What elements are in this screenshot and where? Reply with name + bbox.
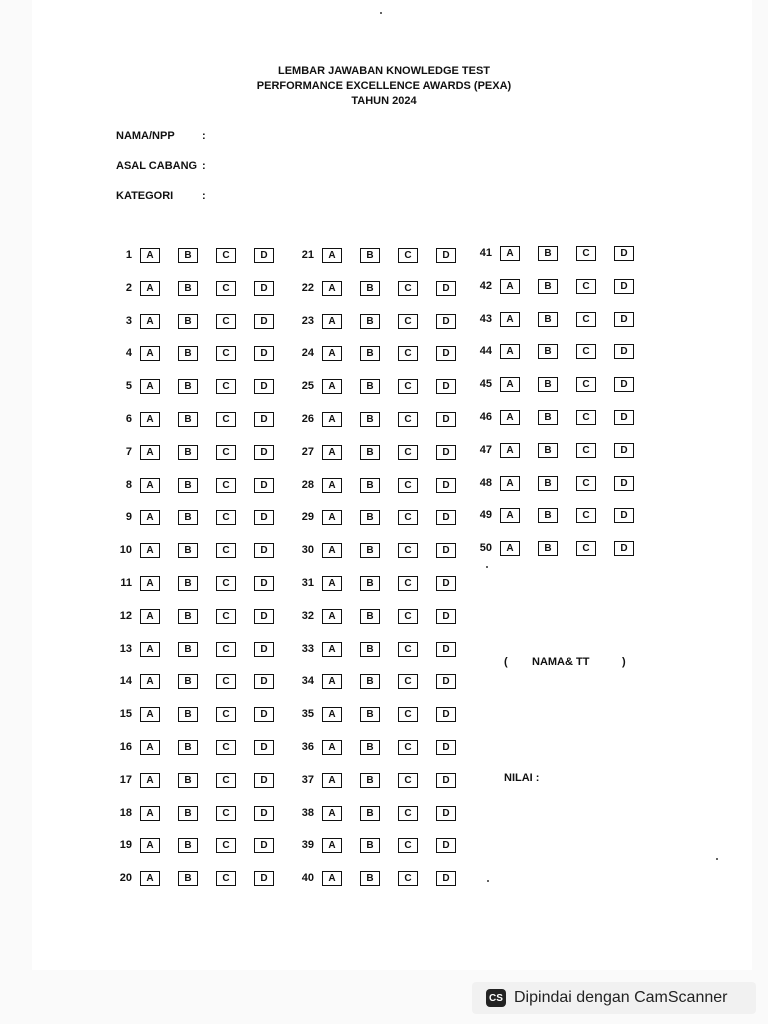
option-d-box[interactable]: D — [614, 312, 634, 327]
option-a-box[interactable]: A — [322, 838, 342, 853]
option-c-box[interactable]: C — [216, 248, 236, 263]
question-number: 19 — [119, 839, 132, 852]
question-number: 48 — [479, 476, 492, 489]
option-c-box[interactable]: C — [216, 806, 236, 821]
option-a-box[interactable]: A — [140, 773, 160, 788]
question-number: 24 — [301, 347, 314, 360]
option-c-box[interactable]: C — [398, 412, 418, 427]
option-d-box[interactable]: D — [254, 314, 274, 329]
option-c-box[interactable]: C — [398, 379, 418, 394]
option-c-box[interactable]: C — [216, 510, 236, 525]
option-d-box[interactable]: D — [436, 740, 456, 755]
option-a-box[interactable]: A — [140, 740, 160, 755]
question-number: 9 — [125, 511, 132, 524]
question-number: 49 — [479, 509, 492, 522]
question-number: 3 — [125, 314, 132, 327]
option-a-box[interactable]: A — [500, 279, 520, 294]
option-b-box[interactable]: B — [178, 281, 198, 296]
option-d-box[interactable]: D — [254, 379, 274, 394]
option-a-box[interactable]: A — [140, 445, 160, 460]
option-b-box[interactable]: B — [538, 279, 558, 294]
option-b-box[interactable]: B — [538, 443, 558, 458]
field-colon: : — [202, 130, 206, 142]
option-a-box[interactable]: A — [140, 412, 160, 427]
option-a-box[interactable]: A — [322, 773, 342, 788]
question-number: 21 — [301, 249, 314, 261]
question-number: 1 — [125, 249, 132, 261]
option-d-box[interactable]: D — [254, 609, 274, 624]
scan-speck — [380, 12, 382, 14]
option-a-box[interactable]: A — [322, 379, 342, 394]
option-c-box[interactable]: C — [216, 543, 236, 558]
option-a-box[interactable]: A — [322, 609, 342, 624]
option-c-box[interactable]: C — [216, 445, 236, 460]
option-d-box[interactable]: D — [254, 281, 274, 296]
option-c-box[interactable]: C — [216, 740, 236, 755]
option-d-box[interactable]: D — [614, 443, 634, 458]
question-number: 8 — [125, 478, 132, 491]
option-c-box[interactable]: C — [216, 642, 236, 657]
field-label: KATEGORI — [116, 190, 174, 202]
option-b-box[interactable]: B — [360, 346, 380, 361]
option-d-box[interactable]: D — [254, 510, 274, 525]
title-line-2: PERFORMANCE EXCELLENCE AWARDS (PEXA) — [256, 80, 512, 92]
question-number: 38 — [301, 806, 314, 819]
option-d-box[interactable]: D — [254, 346, 274, 361]
option-b-box[interactable]: B — [360, 576, 380, 591]
option-a-box[interactable]: A — [140, 543, 160, 558]
option-d-box[interactable]: D — [436, 314, 456, 329]
option-a-box[interactable]: A — [140, 642, 160, 657]
option-b-box[interactable]: B — [178, 707, 198, 722]
option-b-box[interactable]: B — [178, 379, 198, 394]
option-a-box[interactable]: A — [322, 412, 342, 427]
option-a-box[interactable]: A — [322, 576, 342, 591]
option-c-box[interactable]: C — [398, 609, 418, 624]
option-b-box[interactable]: B — [360, 543, 380, 558]
option-b-box[interactable]: B — [538, 476, 558, 491]
option-d-box[interactable]: D — [436, 609, 456, 624]
option-c-box[interactable]: C — [216, 871, 236, 886]
option-c-box[interactable]: C — [398, 740, 418, 755]
question-number: 10 — [119, 544, 132, 557]
option-b-box[interactable]: B — [360, 674, 380, 689]
option-c-box[interactable]: C — [398, 248, 418, 263]
option-b-box[interactable]: B — [360, 314, 380, 329]
option-d-box[interactable]: D — [254, 707, 274, 722]
option-b-box[interactable]: B — [178, 838, 198, 853]
option-a-box[interactable]: A — [322, 248, 342, 263]
question-number: 17 — [119, 773, 132, 786]
option-a-box[interactable]: A — [500, 410, 520, 425]
option-b-box[interactable]: B — [360, 281, 380, 296]
option-c-box[interactable]: C — [216, 707, 236, 722]
option-d-box[interactable]: D — [614, 541, 634, 556]
question-number: 5 — [125, 380, 132, 393]
option-a-box[interactable]: A — [322, 642, 342, 657]
question-number: 46 — [479, 411, 492, 423]
option-c-box[interactable]: C — [398, 642, 418, 657]
field-colon: : — [202, 190, 206, 202]
option-b-box[interactable]: B — [360, 806, 380, 821]
option-d-box[interactable]: D — [436, 707, 456, 722]
option-a-box[interactable]: A — [322, 740, 342, 755]
question-number: 16 — [119, 741, 132, 753]
option-d-box[interactable]: D — [436, 248, 456, 263]
option-a-box[interactable]: A — [322, 445, 342, 460]
question-number: 47 — [479, 443, 492, 456]
option-b-box[interactable]: B — [360, 707, 380, 722]
option-b-box[interactable]: B — [538, 410, 558, 425]
option-c-box[interactable]: C — [398, 773, 418, 788]
question-number: 45 — [479, 378, 492, 391]
option-b-box[interactable]: B — [360, 642, 380, 657]
option-b-box[interactable]: B — [178, 314, 198, 329]
option-c-box[interactable]: C — [398, 346, 418, 361]
option-b-box[interactable]: B — [178, 806, 198, 821]
field-nama-npp — [116, 130, 206, 142]
option-a-box[interactable]: A — [140, 346, 160, 361]
option-a-box[interactable]: A — [140, 838, 160, 853]
option-b-box[interactable]: B — [538, 377, 558, 392]
option-c-box[interactable]: C — [216, 609, 236, 624]
option-d-box[interactable]: D — [614, 246, 634, 261]
question-number: 42 — [479, 279, 492, 292]
option-a-box[interactable]: A — [500, 312, 520, 327]
option-c-box[interactable]: C — [576, 246, 596, 261]
option-c-box[interactable]: C — [398, 478, 418, 493]
option-d-box[interactable]: D — [436, 674, 456, 689]
option-c-box[interactable]: C — [216, 478, 236, 493]
option-a-box[interactable]: A — [140, 871, 160, 886]
option-b-box[interactable]: B — [178, 478, 198, 493]
field-kategori — [116, 190, 206, 202]
option-d-box[interactable]: D — [436, 510, 456, 525]
question-number: 35 — [301, 708, 314, 721]
option-a-box[interactable]: A — [500, 541, 520, 556]
option-a-box[interactable]: A — [500, 508, 520, 523]
option-b-box[interactable]: B — [178, 346, 198, 361]
option-d-box[interactable]: D — [436, 412, 456, 427]
option-a-box[interactable]: A — [322, 543, 342, 558]
option-b-box[interactable]: B — [360, 838, 380, 853]
question-number: 6 — [125, 413, 132, 425]
option-b-box[interactable]: B — [178, 543, 198, 558]
question-number: 20 — [119, 872, 132, 885]
question-number: 39 — [301, 839, 314, 852]
option-b-box[interactable]: B — [538, 312, 558, 327]
option-d-box[interactable]: D — [254, 773, 274, 788]
option-d-box[interactable]: D — [254, 412, 274, 427]
option-a-box[interactable]: A — [500, 443, 520, 458]
title-line-3: TAHUN 2024 — [351, 95, 417, 107]
option-d-box[interactable]: D — [254, 445, 274, 460]
option-a-box[interactable]: A — [140, 510, 160, 525]
option-d-box[interactable]: D — [614, 377, 634, 392]
question-number: 50 — [479, 542, 492, 555]
option-b-box[interactable]: B — [360, 445, 380, 460]
field-label: ASAL CABANG — [116, 160, 198, 172]
option-b-box[interactable]: B — [360, 871, 380, 886]
question-number: 25 — [301, 380, 314, 393]
option-a-box[interactable]: A — [322, 281, 342, 296]
option-b-box[interactable]: B — [538, 344, 558, 359]
option-a-box[interactable]: A — [140, 314, 160, 329]
option-c-box[interactable]: C — [398, 281, 418, 296]
option-d-box[interactable]: D — [436, 642, 456, 657]
option-b-box[interactable]: B — [360, 609, 380, 624]
title-line-1: LEMBAR JAWABAN KNOWLEDGE TEST — [277, 65, 491, 77]
option-c-box[interactable]: C — [216, 773, 236, 788]
option-a-box[interactable]: A — [500, 344, 520, 359]
option-d-box[interactable]: D — [436, 478, 456, 493]
option-b-box[interactable]: B — [360, 510, 380, 525]
signature-open-paren: ( — [504, 656, 508, 668]
option-b-box[interactable]: B — [178, 740, 198, 755]
option-a-box[interactable]: A — [140, 379, 160, 394]
question-number: 15 — [119, 708, 132, 721]
signature-close-paren: ) — [622, 656, 626, 668]
option-c-box[interactable]: C — [398, 838, 418, 853]
option-b-box[interactable]: B — [360, 379, 380, 394]
option-c-box[interactable]: C — [576, 279, 596, 294]
option-c-box[interactable]: C — [398, 314, 418, 329]
option-a-box[interactable]: A — [322, 314, 342, 329]
question-number: 44 — [479, 345, 492, 358]
option-b-box[interactable]: B — [538, 541, 558, 556]
question-number: 22 — [301, 281, 314, 294]
option-b-box[interactable]: B — [178, 871, 198, 886]
option-c-box[interactable]: C — [398, 674, 418, 689]
option-b-box[interactable]: B — [538, 508, 558, 523]
camscanner-text: Dipindai dengan CamScanner — [514, 989, 728, 1006]
option-c-box[interactable]: C — [398, 445, 418, 460]
option-d-box[interactable]: D — [254, 806, 274, 821]
option-c-box[interactable]: C — [216, 576, 236, 591]
option-c-box[interactable]: C — [576, 476, 596, 491]
option-c-box[interactable]: C — [576, 312, 596, 327]
option-a-box[interactable]: A — [140, 707, 160, 722]
field-asal-cabang — [116, 160, 206, 172]
option-b-box[interactable]: B — [178, 412, 198, 427]
question-number: 7 — [125, 445, 132, 458]
option-a-box[interactable]: A — [322, 871, 342, 886]
option-a-box[interactable]: A — [500, 246, 520, 261]
option-d-box[interactable]: D — [254, 838, 274, 853]
option-c-box[interactable]: C — [576, 508, 596, 523]
option-b-box[interactable]: B — [178, 609, 198, 624]
option-d-box[interactable]: D — [436, 576, 456, 591]
option-d-box[interactable]: D — [614, 279, 634, 294]
option-d-box[interactable]: D — [436, 379, 456, 394]
field-colon: : — [202, 160, 206, 172]
option-c-box[interactable]: C — [576, 443, 596, 458]
option-c-box[interactable]: C — [216, 281, 236, 296]
question-number: 12 — [119, 609, 132, 622]
option-d-box[interactable]: D — [254, 543, 274, 558]
option-d-box[interactable]: D — [254, 740, 274, 755]
option-d-box[interactable]: D — [436, 281, 456, 296]
option-d-box[interactable]: D — [436, 773, 456, 788]
question-number: 23 — [301, 314, 314, 327]
option-c-box[interactable]: C — [398, 543, 418, 558]
question-number: 37 — [301, 773, 314, 786]
option-b-box[interactable]: B — [178, 510, 198, 525]
option-d-box[interactable]: D — [436, 871, 456, 886]
option-c-box[interactable]: C — [576, 344, 596, 359]
question-number: 41 — [479, 247, 492, 259]
option-d-box[interactable]: D — [436, 346, 456, 361]
question-number: 31 — [301, 577, 314, 589]
option-d-box[interactable]: D — [436, 445, 456, 460]
question-number: 27 — [301, 445, 314, 458]
question-number: 2 — [125, 281, 132, 294]
option-c-box[interactable]: C — [576, 410, 596, 425]
option-a-box[interactable]: A — [322, 478, 342, 493]
option-b-box[interactable]: B — [538, 246, 558, 261]
field-label: NAMA/NPP — [116, 130, 175, 142]
option-b-box[interactable]: B — [360, 248, 380, 263]
option-b-box[interactable]: B — [178, 674, 198, 689]
option-a-box[interactable]: A — [140, 609, 160, 624]
option-a-box[interactable]: A — [500, 476, 520, 491]
option-c-box[interactable]: C — [576, 377, 596, 392]
option-d-box[interactable]: D — [614, 410, 634, 425]
question-number: 13 — [119, 642, 132, 655]
option-c-box[interactable]: C — [398, 510, 418, 525]
nilai-label: NILAI : — [504, 772, 540, 784]
option-d-box[interactable]: D — [614, 508, 634, 523]
option-a-box[interactable]: A — [322, 707, 342, 722]
option-a-box[interactable]: A — [140, 248, 160, 263]
option-d-box[interactable]: D — [436, 543, 456, 558]
option-c-box[interactable]: C — [398, 576, 418, 591]
option-a-box[interactable]: A — [322, 346, 342, 361]
option-a-box[interactable]: A — [322, 674, 342, 689]
option-a-box[interactable]: A — [322, 806, 342, 821]
option-d-box[interactable]: D — [254, 642, 274, 657]
option-d-box[interactable]: D — [436, 838, 456, 853]
option-a-box[interactable]: A — [500, 377, 520, 392]
option-b-box[interactable]: B — [178, 576, 198, 591]
question-number: 32 — [301, 609, 314, 622]
option-b-box[interactable]: B — [360, 773, 380, 788]
option-c-box[interactable]: C — [216, 346, 236, 361]
option-c-box[interactable]: C — [216, 314, 236, 329]
option-d-box[interactable]: D — [614, 344, 634, 359]
option-c-box[interactable]: C — [398, 871, 418, 886]
option-c-box[interactable]: C — [216, 379, 236, 394]
option-c-box[interactable]: C — [398, 707, 418, 722]
question-number: 43 — [479, 312, 492, 325]
option-c-box[interactable]: C — [398, 806, 418, 821]
question-number: 28 — [301, 478, 314, 491]
question-number: 34 — [301, 675, 314, 688]
option-d-box[interactable]: D — [254, 478, 274, 493]
option-c-box[interactable]: C — [576, 541, 596, 556]
option-b-box[interactable]: B — [178, 773, 198, 788]
option-b-box[interactable]: B — [360, 740, 380, 755]
option-b-box[interactable]: B — [360, 412, 380, 427]
option-c-box[interactable]: C — [216, 412, 236, 427]
scan-speck — [486, 566, 488, 568]
option-a-box[interactable]: A — [140, 674, 160, 689]
option-a-box[interactable]: A — [322, 510, 342, 525]
question-number: 14 — [119, 675, 132, 688]
option-a-box[interactable]: A — [140, 806, 160, 821]
option-c-box[interactable]: C — [216, 838, 236, 853]
option-a-box[interactable]: A — [140, 281, 160, 296]
option-d-box[interactable]: D — [614, 476, 634, 491]
question-number: 33 — [301, 642, 314, 655]
question-number: 36 — [301, 741, 314, 753]
option-d-box[interactable]: D — [254, 248, 274, 263]
option-d-box[interactable]: D — [254, 674, 274, 689]
scan-speck — [487, 880, 489, 882]
option-d-box[interactable]: D — [254, 576, 274, 591]
question-number: 30 — [301, 544, 314, 557]
question-number: 11 — [120, 577, 132, 589]
option-d-box[interactable]: D — [436, 806, 456, 821]
option-a-box[interactable]: A — [140, 478, 160, 493]
scan-speck — [716, 858, 718, 860]
option-d-box[interactable]: D — [254, 871, 274, 886]
option-c-box[interactable]: C — [216, 674, 236, 689]
option-b-box[interactable]: B — [178, 445, 198, 460]
camscanner-watermark — [472, 982, 756, 1014]
question-number: 26 — [301, 413, 314, 425]
option-a-box[interactable]: A — [140, 576, 160, 591]
option-b-box[interactable]: B — [178, 248, 198, 263]
question-number: 18 — [119, 806, 132, 819]
question-number: 40 — [301, 872, 314, 885]
option-b-box[interactable]: B — [360, 478, 380, 493]
question-number: 29 — [301, 511, 314, 524]
question-number: 4 — [125, 347, 132, 360]
option-b-box[interactable]: B — [178, 642, 198, 657]
signature-label: NAMA& TT — [532, 656, 590, 668]
camscanner-logo-icon: CS — [486, 989, 506, 1007]
